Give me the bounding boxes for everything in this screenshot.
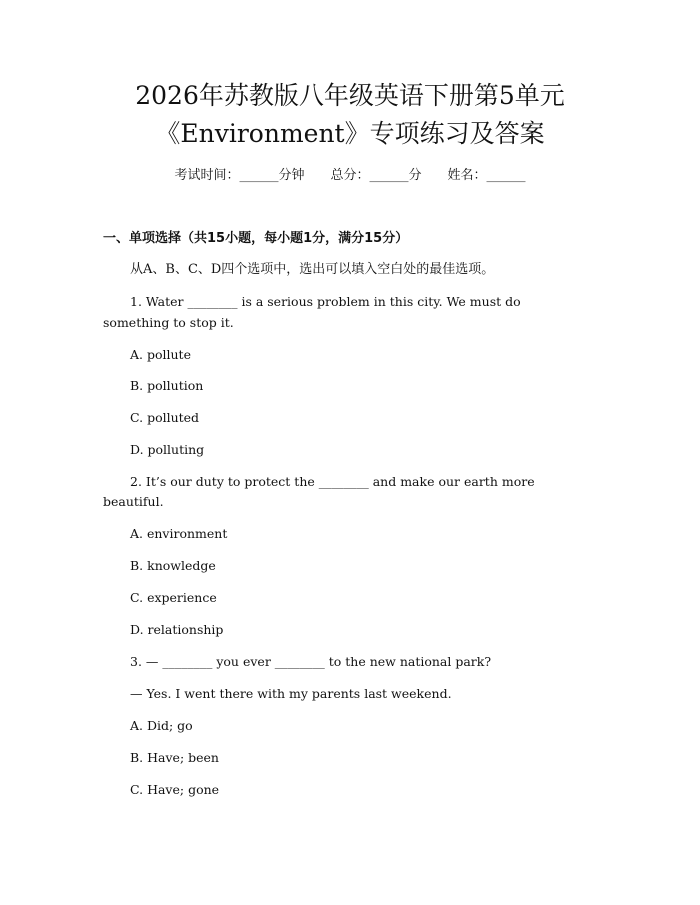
exam-info-row (0, 166, 700, 186)
question-1-stem-line-1: 1. Water ________ is a serious problem in this city. We must do (130, 294, 521, 309)
document-title-line-2: 《Environment》专项练习及答案 (155, 119, 545, 148)
question-3-option-a: A. Did; go (130, 718, 193, 733)
question-2-option-d: D. relationship (130, 622, 224, 637)
question-2-option-a: A. environment (130, 526, 228, 541)
section-1-instruction: 从A、B、C、D四个选项中，选出可以填入空白处的最佳选项。 (130, 262, 495, 277)
question-2-stem-line-1: 2. It’s our duty to protect the ________ and make our earth more (130, 474, 535, 489)
question-2-option-c: C. experience (130, 590, 217, 605)
question-3-stem-line-1: 3. — ________ you ever ________ to the new national park? (130, 654, 492, 669)
question-1-stem-line-2: something to stop it. (103, 315, 234, 330)
question-1-option-d: D. polluting (130, 442, 205, 457)
question-3-option-c: C. Have; gone (130, 782, 220, 797)
question-1-option-b: B. pollution (130, 378, 204, 393)
question-2-option-b: B. knowledge (130, 558, 216, 573)
student-name-field: 姓名：______ (447, 168, 526, 183)
question-1-option-c: C. polluted (130, 410, 200, 425)
total-score-field: 总分：______分 (330, 168, 422, 183)
question-2-stem-line-2: beautiful. (103, 494, 164, 509)
question-3-option-b: B. Have; been (130, 750, 219, 765)
section-1-heading: 一、单项选择（共15小题，每小题1分，满分15分） (103, 231, 409, 246)
document-title-line-1: 2026年苏教版八年级英语下册第5单元 (135, 81, 565, 110)
question-1-option-a: A. pollute (130, 347, 191, 362)
question-3-stem-line-2: — Yes. I went there with my parents last weekend. (130, 686, 452, 701)
exam-time-field: 考试时间：______分钟 (174, 168, 305, 183)
